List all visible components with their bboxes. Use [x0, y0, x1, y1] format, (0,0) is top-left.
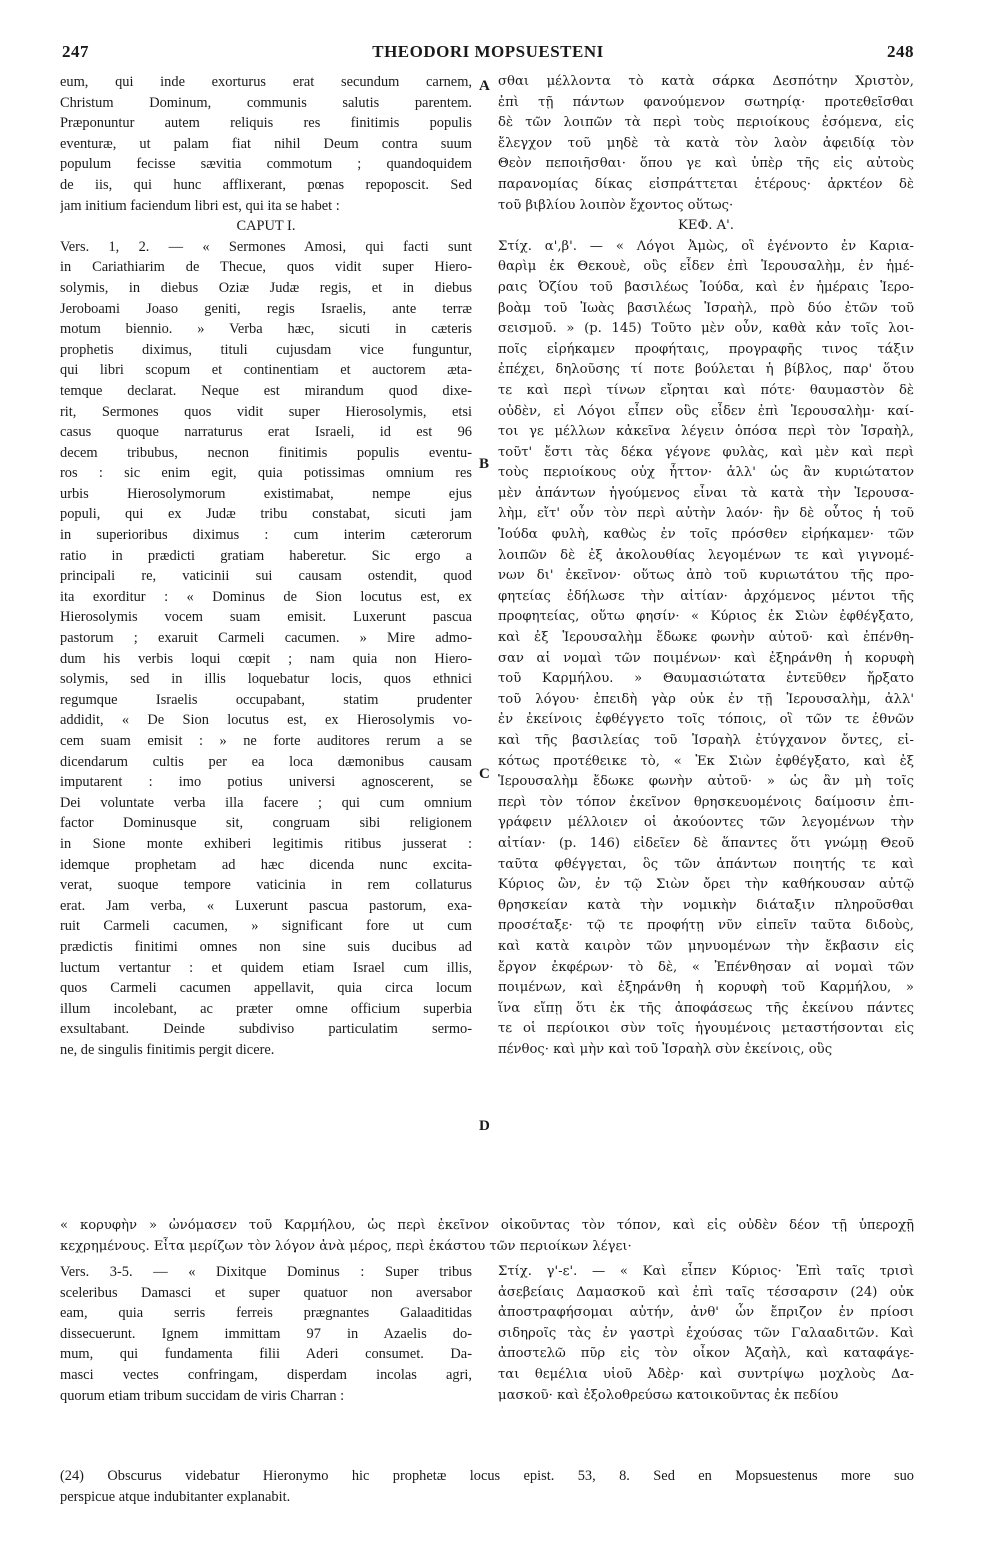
margin-letter-a: A	[479, 78, 490, 94]
latin-text-line: Vers. 3-5. — « Dixitque Dominus : Super tribus	[60, 1264, 472, 1280]
latin-text-line: quos Carmeli cacumen appellavit, quia circa locum	[60, 980, 472, 997]
greek-text-line: θρησκείαν κατὰ τὴν νομικὴν διάταξιν πληροῦσθαι	[498, 897, 914, 913]
page-number-left: 247	[62, 42, 89, 61]
latin-text-line: dissecuerunt. Ignem immittam 97 in Azaelis do-	[60, 1325, 472, 1342]
latin-text-line: quorum etiam tribum succidam de viris Charran :	[60, 1387, 345, 1404]
greek-text-line: τοὺς περιοίκους οὐχ ἧττον· ἀλλ' ὡς ἂν κυριώτατον	[498, 465, 914, 481]
greek-text-line: Κύριος ὢν, ἐν τῷ Σιὼν ὄρει τὴν καθήκουσαν αὐτῷ	[498, 877, 914, 893]
greek-text-line: τε καὶ περὶ τίνων εἴρηται καὶ πότε· θαυμαστὸν δὲ	[498, 382, 914, 398]
latin-text-line: dum his verbis loqui cœpit ; nam quia non Hiero-	[60, 650, 472, 667]
page-number-right: 248	[887, 42, 914, 61]
greek-text-line: Στίχ. γ'-ε'. — « Καὶ εἶπεν Κύριος· Ἐπὶ ταῖς τρισὶ	[498, 1264, 914, 1279]
greek-text-line: ἔργον ἐκφέρων· τὸ δὲ, « Ἐπένθησαν αἱ νομαὶ τῶν	[498, 959, 914, 975]
latin-text-line: qui libri scopum et continentiam et auctorem ætа-	[60, 362, 472, 379]
latin-text-line: CAPUT I.	[236, 218, 296, 235]
latin-text-line: ratio in prædicti gratiam haberetur. Sic ergo a	[60, 547, 472, 564]
greek-text-line: ἐν ἐκείνοις ἐφθέγγετο τοῖς τόποις, οἳ τῶν τε ἐθνῶν	[498, 712, 914, 728]
latin-text-line: illum incolebant, ac præter omne officium superbia	[60, 1000, 472, 1017]
margin-letter-b: B	[479, 456, 490, 472]
greek-text-line: ἀποστραφήσομαι αὐτήν, ἀνθ' ὧν ἔπριζον ἐν πρίοσι	[498, 1305, 914, 1321]
latin-text-line: de iis, qui hunc afflixerant, pœnas repoposcit. Sed	[60, 176, 472, 193]
greek-text-line: προφητείας, οὕτω φησίν· « Κύριος ἐκ Σιὼν ἐφθέγξατο,	[498, 609, 914, 625]
latin-text-line: jam initium faciendum libri est, qui ita se habet :	[60, 197, 340, 214]
latin-text-line: ita exorditur : « Dominus de Sion locutus est, ex	[60, 588, 472, 605]
greek-text-line: Θεὸν πεποιῆσθαι· ὅπου γε καὶ ὑπὲρ τῆς εἰς αὐτοὺς	[498, 156, 914, 172]
latin-text-line: motum biennio. » Verba hæc, sicuti in cæteris	[60, 321, 472, 338]
latin-text-line: sceleribus Damasci et super quatuor non aversabor	[60, 1284, 472, 1301]
footnote-line: (24) Obscurus videbatur Hieronymo hic prophetæ locus epist. 53, 8. Sed en Mopsuestenus more suo	[60, 1468, 914, 1484]
latin-text-line: eum, qui inde exorturus erat secundum carnem,	[60, 74, 472, 90]
latin-column-bottom	[60, 1262, 472, 1406]
greek-text-line: φητείας ἐδήλωσε τὴν αἰτίαν· ἀρχόμενος μέντοι τῆς	[498, 588, 914, 604]
latin-text-line: luctum vertantur : et quidem etiam Israel cum illis,	[60, 959, 472, 976]
latin-text-line: decem tribubus, necnon finitimis populis eventu-	[60, 444, 472, 461]
latin-column-top	[60, 72, 472, 1061]
latin-text-line: verat, suoque tempore vaticinia in rem collaturus	[60, 877, 472, 894]
greek-text-line: νων δι' ἐκεῖνον· οὕτως ἀπὸ τοῦ κυριωτάτου τῆς προ-	[498, 568, 914, 584]
latin-text-line: Christum Dominum, communis salutis parentem.	[60, 94, 472, 111]
greek-text-line: καὶ ἐξ Ἱερουσαλὴμ ἔδωκε φωνὴν αὐτοῦ· καὶ ἐπένθη-	[498, 630, 914, 646]
greek-text-line: ἐπὶ τῇ πάντων φανούμενον σωτηρίᾳ· προτεθεῖσθαι	[498, 94, 914, 110]
latin-text-line: prophetis diximus, tituli cujusdam vice funguntur,	[60, 341, 472, 358]
latin-text-line: casus quoque narraturus erat Israeli, id est 96	[60, 424, 472, 441]
greek-text-line: σιδηροῖς τὰς ἐν γαστρὶ ἐχούσας τῶν Γαλααδιτῶν. Καὶ	[498, 1325, 914, 1341]
greek-column-bottom	[498, 1262, 914, 1406]
greek-text-line: ται θεμέλια υἱοῦ Ἀδὲρ· καὶ συντρίψω μοχλοὺς Δα-	[498, 1366, 914, 1382]
latin-text-line: ros : sic enim egit, quia potissimas omnium res	[60, 465, 472, 482]
latin-text-line: imputarent : imo potius universi agnoscerent, se	[60, 774, 472, 791]
running-title: THEODORI MOPSUESTENI	[372, 42, 604, 61]
footnote-line: perspicue atque indubitanter explanabit.	[60, 1488, 291, 1505]
latin-text-line: addidit, « De Sion locutus est, ex Hierosolymis vo-	[60, 712, 472, 729]
latin-text-line: Jeroboami Joaso geniti, regis Israelis, ante terræ	[60, 300, 472, 317]
latin-text-line: idemque prophetam ad hæc dicenda nunc excita-	[60, 856, 472, 873]
latin-text-line: Vers. 1, 2. — « Sermones Amosi, qui facti sunt	[60, 238, 472, 255]
latin-text-line: exsultabant. Deinde subdiviso particulatim sermo-	[60, 1021, 472, 1038]
latin-text-line: rit, Sermones quos vidit super Hierosolymis, etsi	[60, 403, 472, 420]
latin-text-line: populum fecisse sævitia commotum ; quandoquidem	[60, 156, 472, 173]
greek-text-line: τοι γε μέλλων κἀκεῖνα λέγειν ὁπόσα περὶ τὸν Ἰσραὴλ,	[498, 424, 914, 440]
latin-text-line: principali re, vaticinii sui causam ostendit, quod	[60, 568, 472, 585]
greek-text-line: τοῦ λόγου· ἐπειδὴ γὰρ οὐκ ἐν τῇ Ἱερουσαλὴμ, ἀλλ'	[498, 691, 914, 707]
greek-text-line: περὶ τὸν τόπον ἐκεῖνον θρησκευομένοις δαίμοσιν ἐπι-	[498, 794, 914, 810]
latin-text-line: in Cariathiarim de Thecue, quos vidit super Hiero-	[60, 259, 472, 276]
greek-text-line: σεισμοῦ. » (p. 145) Τοῦτο μὲν οὖν, καθὰ κἀν τοῖς λοι-	[498, 321, 914, 337]
greek-text-line: ἐπέχει, δηλοῦσης τί ποτε βούλεται ἡ βίβλος, παρ' ὅτου	[498, 362, 914, 378]
latin-text-line: cem suam emisit : » ne forte auditores rerum a se	[60, 733, 472, 749]
greek-text-line: ἀσεβείαις Δαμασκοῦ καὶ ἐπὶ ταῖς τέσσαρσιν (24) οὐκ	[498, 1284, 914, 1300]
margin-letter-c: C	[479, 766, 490, 782]
greek-text-line: ἀποστελῶ πῦρ εἰς τὸν οἶκον Ἀζαὴλ, καὶ καταφάγε-	[498, 1346, 914, 1362]
greek-text-line: θαρὶμ ἐκ Θεκουὲ, οὓς εἶδεν ἐπὶ Ἱερουσαλὴμ, ἐν ἡμέ-	[498, 259, 914, 275]
latin-text-line: populi, qui ex Judæ tribu constabat, sicuti jam	[60, 506, 472, 523]
latin-text-line: erat. Jam verba, « Luxerunt pascua pastorum, exa-	[60, 897, 472, 914]
latin-text-line: factor Dominusque sit, congruam sibi religionem	[60, 815, 472, 832]
greek-text-line: κεχρημένους. Εἶτα μερίζων τὸν λόγον ἀνὰ μέρος, περὶ ἑκάστου τῶν περιοίκων λέγει·	[60, 1238, 632, 1254]
greek-text-line: καὶ κατὰ καιρὸν τῶν μηνυομένων τὴν ἔκβασιν εἰς	[498, 938, 914, 954]
greek-text-line: ποῖς εἰρήκαμεν προφήταις, προγραφῆς τινος τάξιν	[498, 341, 914, 357]
latin-text-line: Hierosolymis vocem suam emisit. Luxerunt pascua	[60, 609, 472, 626]
greek-text-line: ΚΕΦ. Α'.	[677, 218, 734, 234]
latin-text-line: ne, de singulis finitimis pergit dicere.	[60, 1041, 275, 1058]
latin-text-line: ruit Carmeli cacumen, » significant fore ut cum	[60, 918, 472, 935]
latin-text-line: masci vectes confringam, disperdam incolas agri,	[60, 1366, 472, 1383]
latin-text-line: Præponuntur autem reliquis res finitimis populis	[60, 115, 472, 132]
latin-text-line: dicendarum cultis per ea loca dæmonibus causam	[60, 753, 472, 770]
greek-text-line: παρανομίας δίκας εἰσπράττεται ἑτέρους· ἀρκτέον δὲ	[498, 176, 914, 192]
greek-text-line: γράφειν μέλλοιεν οἱ ἀκούοντες τῶν λεγομένων τὴν	[498, 815, 914, 831]
latin-text-line: temque declarat. Neque est mirandum quod dixe-	[60, 382, 472, 399]
latin-text-line: Dei voluntate verba illa facere ; qui cum omnium	[60, 794, 472, 811]
latin-text-line: eam, quia serris ferreis prægnantes Galaaditidas	[60, 1305, 472, 1322]
latin-text-line: prædictis finitimi omnes non sine suis ducibus ad	[60, 938, 472, 955]
greek-text-line: « κορυφὴν » ὠνόμασεν τοῦ Καρμήλου, ὡς περὶ ἐκεῖνον οἰκοῦντας τὸν τόπον, καὶ εἰς οὐδὲν δέον τῇ ὑπεροχῇ	[60, 1218, 914, 1233]
greek-text-line: τοῦ Καρμήλου. » Θαυμασιώτατα ἐντεῦθεν ἤρξατο	[498, 671, 914, 687]
latin-text-line: solymis, in diebus Oziæ Judæ regis, et in diebus	[60, 279, 472, 296]
greek-text-line: τοῦ βιβλίου λοιπὸν ἔχοντος οὕτως·	[498, 197, 734, 213]
greek-text-line: ἔλεγχον τοῦ μηδὲ τὰ κατὰ τὸν λαὸν ἀφειδίᾳ τὸν	[498, 135, 914, 151]
greek-column-top	[498, 72, 914, 1061]
greek-text-line: ἵνα εἴπῃ ὅτι ἐκ τῆς ἀποφάσεως τῆς ἐκείνου πάντες	[498, 1000, 914, 1016]
footnote	[60, 1466, 914, 1507]
greek-text-line: λὴμ, εἴτ' οὖν τὸν περὶ αὐτὴν λαόν· ἣν δὲ οὗτος ἡ τοῦ	[498, 506, 914, 522]
greek-text-line: Ἱερουσαλὴμ ἔδωκε φωνὴν αὐτοῦ· » ὡς ἂν μὴ τοῖς	[498, 774, 914, 790]
greek-text-line: τε οἱ περίοικοι σὺν τοῖς ἡγουμένοις μεταστήσονται εἰς	[498, 1021, 914, 1037]
latin-text-line: regumque Israelis occupabant, statim prudenter	[60, 691, 472, 708]
greek-text-line: ποιμένων, καὶ ἐξηράνθη ἡ κορυφὴ τοῦ Καρμήλου, »	[498, 980, 914, 996]
greek-text-line: σθαι μέλλοντα τὸ κατὰ σάρκα Δεσπότην Χριστὸν,	[498, 74, 914, 89]
latin-text-line: in Sione monte exhiberi legitimis ritibus jusserat :	[60, 835, 472, 852]
greek-text-line: αἰτίαν· (p. 146) εἰδεῖεν δὲ ἅπαντες ὅτι γνώμῃ Θεοῦ	[498, 835, 914, 851]
greek-text-line: πένθος· καὶ μὴν καὶ τοῦ Ἰσραὴλ σὺν ἐκείνοις, οὓς	[498, 1041, 833, 1057]
greek-full-width-lines	[60, 1216, 914, 1257]
latin-text-line: mum, qui fundamenta filii Aderi consumet. Da-	[60, 1346, 472, 1363]
greek-text-line: δὲ τῶν λοιπῶν τὰ περὶ τοὺς περιοίκους ἐσόμενα, εἰς	[498, 115, 914, 131]
latin-text-line: pastorum ; exaruit Carmeli cacumen. » Mire admo-	[60, 630, 472, 647]
greek-text-line: μὲν ἁπάντων ἡγούμενος εἶναι τὰ κατὰ τὴν Ἱερουσα-	[498, 485, 914, 501]
latin-text-line: in superioribus diximus : cum interim cæterorum	[60, 527, 472, 544]
latin-text-line: eventuræ, ut palam fiat nihil Deum contra suum	[60, 135, 472, 152]
greek-text-line: λοιπῶν δὲ ἐξ ἀκολουθίας λεγομένων τε καὶ γιγνομέ-	[498, 547, 914, 563]
greek-text-line: σαν αἱ νομαὶ τῶν ποιμένων· καὶ ἐξηράνθη ἡ κορυφὴ	[498, 650, 914, 666]
greek-text-line: ραις Ὀζίου τοῦ βασιλέως Ἰούδα, καὶ ἐν ἡμέραις Ἱερο-	[498, 279, 914, 295]
margin-letter-d: D	[479, 1118, 490, 1134]
greek-text-line: καὶ τῆς βασιλείας τοῦ Ἰσραὴλ ἐτύγχανον ὄντες, εἰ-	[498, 733, 914, 748]
greek-text-line: βοὰμ τοῦ Ἰωὰς βασιλέως Ἰσραὴλ, πρὸ δύο ἐτῶν τοῦ	[498, 300, 914, 316]
greek-text-line: Στίχ. α',β'. — « Λόγοι Ἀμὼς, οἳ ἐγένοντο ἐν Καρια-	[498, 238, 914, 254]
greek-text-line: Ἰούδα φυλὴ, καθὼς ἐν τοῖς πρόσθεν εἰρήκαμεν· τῶν	[498, 527, 914, 543]
greek-text-line: οὐδὲν, εἰ Λόγοι εἶπεν οὓς εἶδεν ἐπὶ Ἱερουσαλὴμ· καί-	[498, 403, 914, 419]
greek-text-line: ταῦτα φθέγγεται, ὃς τῶν ἁπάντων ποιητής τε καὶ	[498, 856, 914, 872]
greek-text-line: μασκοῦ· καὶ ἐξολοθρεύσω κατοικοῦντας ἐκ πεδίου	[498, 1387, 839, 1403]
greek-text-line: τοῦτ' ἔστι τὰς δέκα γέγονε φυλὰς, καὶ μὲν καὶ περὶ	[498, 444, 914, 460]
latin-text-line: solymis, sed in illis loquebatur locis, quos ethnici	[60, 671, 472, 688]
page-header	[62, 42, 914, 68]
latin-text-line: urbis Hierosolymorum existimabat, nempe ejus	[60, 485, 472, 502]
greek-text-line: προσέταξε· τῷ τε προφήτῃ νῦν εἰπεῖν ταῦτα διδοὺς,	[498, 918, 914, 934]
greek-text-line: κότως προτέθεικε τὸ, « Ἐκ Σιὼν ἐφθέγξατο, καὶ ἐξ	[498, 753, 914, 769]
